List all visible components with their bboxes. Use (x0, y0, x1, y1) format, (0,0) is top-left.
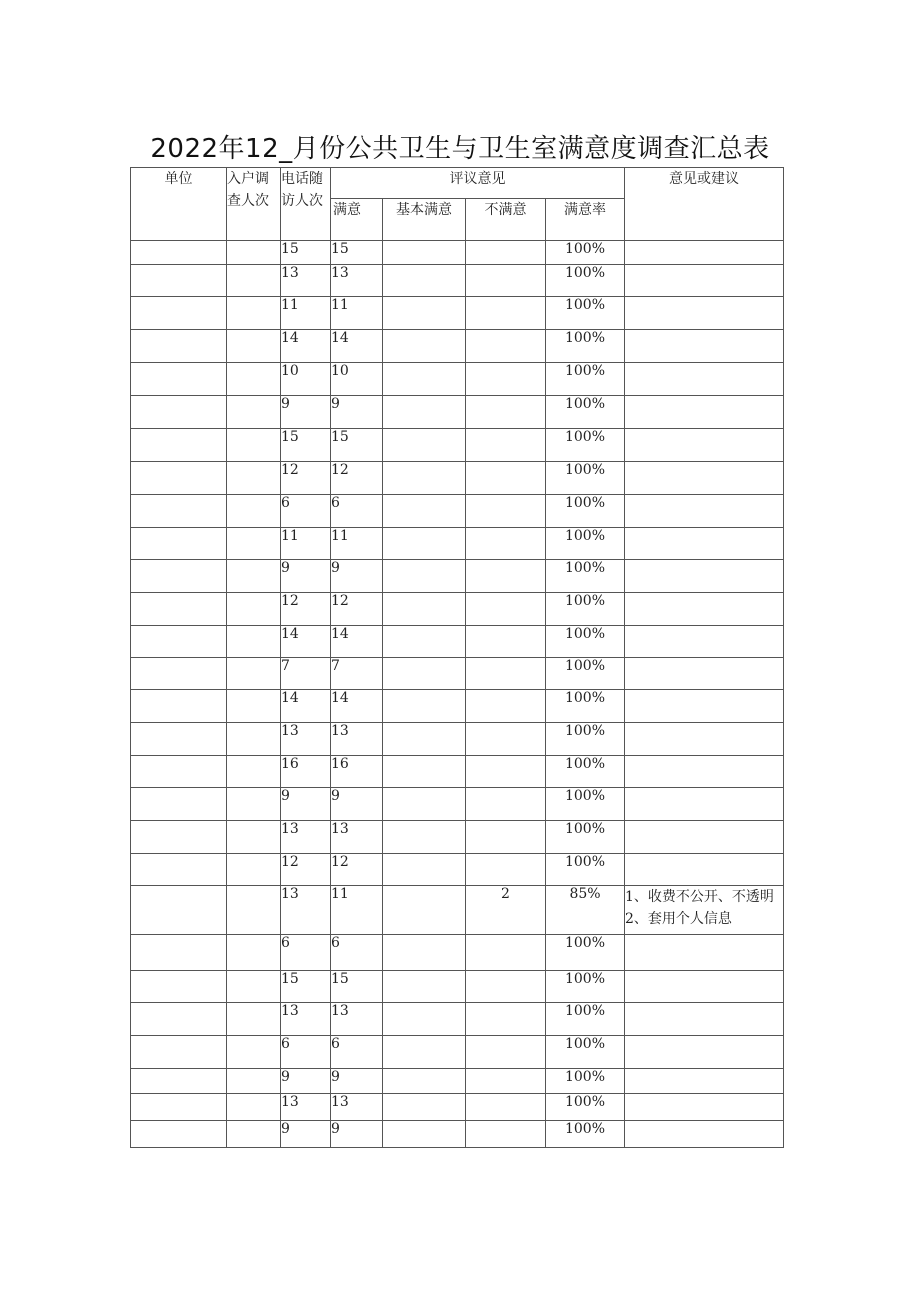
unit-cell (131, 363, 227, 396)
satisfaction-rate-cell: 100% (546, 297, 625, 330)
basic-satisfied-cell (383, 1094, 466, 1121)
satisfaction-rate-cell: 100% (546, 528, 625, 560)
phone-visit-cell: 14 (281, 330, 331, 363)
unsatisfied-cell (466, 495, 546, 528)
table-row (131, 363, 784, 396)
basic-satisfied-cell (383, 495, 466, 528)
unsatisfied-cell (466, 241, 546, 265)
home-visit-cell (227, 971, 281, 1003)
home-visit-cell (227, 1069, 281, 1094)
table-row (131, 723, 784, 756)
satisfied-cell: 6 (331, 495, 383, 528)
suggestion-cell (625, 971, 784, 1003)
home-visit-cell (227, 1003, 281, 1036)
satisfaction-rate-cell: 100% (546, 363, 625, 396)
table-row (131, 560, 784, 593)
phone-visit-cell: 9 (281, 1121, 331, 1148)
phone-visit-cell: 6 (281, 1036, 331, 1069)
home-visit-cell (227, 363, 281, 396)
unit-cell (131, 462, 227, 495)
satisfaction-rate-cell: 100% (546, 396, 625, 429)
table-row (131, 821, 784, 854)
phone-visit-cell: 12 (281, 593, 331, 626)
unit-cell (131, 788, 227, 821)
satisfaction-rate-cell: 100% (546, 756, 625, 788)
suggestion-cell (625, 854, 784, 886)
table-row (131, 593, 784, 626)
table-row (131, 886, 784, 935)
phone-visit-cell: 10 (281, 363, 331, 396)
suggestion-cell (625, 690, 784, 723)
header-evaluation: 评议意见 (331, 168, 625, 199)
satisfied-cell: 15 (331, 429, 383, 462)
satisfied-cell: 6 (331, 1036, 383, 1069)
phone-visit-cell: 7 (281, 658, 331, 690)
table-row (131, 658, 784, 690)
basic-satisfied-cell (383, 1036, 466, 1069)
survey-summary-table (130, 167, 784, 1148)
table-row (131, 297, 784, 330)
satisfaction-rate-cell: 100% (546, 788, 625, 821)
table-row (131, 690, 784, 723)
satisfied-cell: 11 (331, 297, 383, 330)
satisfaction-rate-cell: 100% (546, 265, 625, 297)
unit-cell (131, 560, 227, 593)
unsatisfied-cell (466, 363, 546, 396)
satisfaction-rate-cell: 100% (546, 330, 625, 363)
header-suggestions: 意见或建议 (625, 168, 784, 241)
satisfied-cell: 9 (331, 396, 383, 429)
suggestion-cell (625, 330, 784, 363)
basic-satisfied-cell (383, 723, 466, 756)
phone-visit-cell: 9 (281, 396, 331, 429)
basic-satisfied-cell (383, 971, 466, 1003)
unit-cell (131, 1094, 227, 1121)
basic-satisfied-cell (383, 1003, 466, 1036)
unit-cell (131, 1069, 227, 1094)
unit-cell (131, 626, 227, 658)
phone-visit-cell: 6 (281, 495, 331, 528)
table-row (131, 429, 784, 462)
unit-cell (131, 330, 227, 363)
satisfaction-rate-cell: 100% (546, 429, 625, 462)
unit-cell (131, 886, 227, 935)
unsatisfied-cell (466, 1094, 546, 1121)
basic-satisfied-cell (383, 626, 466, 658)
unit-cell (131, 528, 227, 560)
phone-visit-cell: 13 (281, 821, 331, 854)
phone-visit-cell: 15 (281, 971, 331, 1003)
satisfied-cell: 11 (331, 886, 383, 935)
satisfied-cell: 9 (331, 560, 383, 593)
unit-cell (131, 854, 227, 886)
suggestion-cell (625, 528, 784, 560)
table-row (131, 528, 784, 560)
suggestion-cell (625, 495, 784, 528)
satisfied-cell: 16 (331, 756, 383, 788)
phone-visit-cell: 15 (281, 429, 331, 462)
satisfaction-rate-cell: 100% (546, 1036, 625, 1069)
satisfied-cell: 13 (331, 821, 383, 854)
satisfied-cell: 13 (331, 265, 383, 297)
home-visit-cell (227, 396, 281, 429)
unit-cell (131, 658, 227, 690)
satisfied-cell: 6 (331, 935, 383, 971)
satisfied-cell: 13 (331, 1094, 383, 1121)
suggestion-line: 1、收费不公开、不透明 (625, 889, 774, 905)
home-visit-cell (227, 297, 281, 330)
basic-satisfied-cell (383, 297, 466, 330)
suggestion-cell (625, 363, 784, 396)
table-row (131, 756, 784, 788)
suggestion-cell (625, 1036, 784, 1069)
suggestion-cell (625, 756, 784, 788)
unit-cell (131, 821, 227, 854)
unsatisfied-cell (466, 723, 546, 756)
unsatisfied-cell (466, 935, 546, 971)
home-visit-cell (227, 1094, 281, 1121)
phone-visit-cell: 12 (281, 854, 331, 886)
satisfied-cell: 7 (331, 658, 383, 690)
table-row (131, 935, 784, 971)
unit-cell (131, 495, 227, 528)
table-row (131, 241, 784, 265)
unsatisfied-cell: 2 (466, 886, 546, 935)
suggestion-cell (625, 1121, 784, 1148)
satisfaction-rate-cell: 100% (546, 658, 625, 690)
suggestion-cell (625, 1069, 784, 1094)
satisfied-cell: 9 (331, 788, 383, 821)
home-visit-cell (227, 1036, 281, 1069)
home-visit-cell (227, 560, 281, 593)
unit-cell (131, 723, 227, 756)
basic-satisfied-cell (383, 330, 466, 363)
suggestion-cell (625, 560, 784, 593)
phone-visit-cell: 15 (281, 241, 331, 265)
satisfied-cell: 13 (331, 723, 383, 756)
home-visit-cell (227, 723, 281, 756)
unsatisfied-cell (466, 462, 546, 495)
suggestion-cell (625, 593, 784, 626)
basic-satisfied-cell (383, 1069, 466, 1094)
phone-visit-cell: 13 (281, 1003, 331, 1036)
phone-visit-cell: 11 (281, 528, 331, 560)
basic-satisfied-cell (383, 363, 466, 396)
phone-visit-cell: 11 (281, 297, 331, 330)
unsatisfied-cell (466, 1121, 546, 1148)
table-row (131, 1036, 784, 1069)
unit-cell (131, 935, 227, 971)
home-visit-cell (227, 429, 281, 462)
phone-visit-cell: 9 (281, 560, 331, 593)
unsatisfied-cell (466, 788, 546, 821)
satisfied-cell: 12 (331, 462, 383, 495)
unsatisfied-cell (466, 560, 546, 593)
unit-cell (131, 429, 227, 462)
phone-visit-cell: 16 (281, 756, 331, 788)
satisfaction-rate-cell: 100% (546, 690, 625, 723)
satisfied-cell: 13 (331, 1003, 383, 1036)
unsatisfied-cell (466, 429, 546, 462)
unsatisfied-cell (466, 265, 546, 297)
satisfaction-rate-cell: 100% (546, 560, 625, 593)
unit-cell (131, 265, 227, 297)
suggestion-cell (625, 886, 784, 935)
header-satisfaction-rate: 满意率 (546, 199, 625, 241)
home-visit-cell (227, 626, 281, 658)
table-row (131, 265, 784, 297)
phone-visit-cell: 6 (281, 935, 331, 971)
home-visit-cell (227, 593, 281, 626)
satisfaction-rate-cell: 100% (546, 723, 625, 756)
home-visit-cell (227, 462, 281, 495)
basic-satisfied-cell (383, 690, 466, 723)
phone-visit-cell: 12 (281, 462, 331, 495)
satisfied-cell: 9 (331, 1121, 383, 1148)
table-row (131, 330, 784, 363)
basic-satisfied-cell (383, 241, 466, 265)
unit-cell (131, 396, 227, 429)
unsatisfied-cell (466, 396, 546, 429)
basic-satisfied-cell (383, 886, 466, 935)
unsatisfied-cell (466, 690, 546, 723)
home-visit-cell (227, 935, 281, 971)
phone-visit-cell: 9 (281, 788, 331, 821)
phone-visit-cell: 13 (281, 723, 331, 756)
basic-satisfied-cell (383, 756, 466, 788)
satisfied-cell: 15 (331, 971, 383, 1003)
satisfaction-rate-cell: 100% (546, 821, 625, 854)
home-visit-cell (227, 330, 281, 363)
unit-cell (131, 690, 227, 723)
table-row (131, 1094, 784, 1121)
phone-visit-cell: 9 (281, 1069, 331, 1094)
basic-satisfied-cell (383, 462, 466, 495)
basic-satisfied-cell (383, 788, 466, 821)
satisfaction-rate-cell: 100% (546, 1094, 625, 1121)
suggestion-cell (625, 821, 784, 854)
satisfaction-rate-cell: 100% (546, 462, 625, 495)
suggestion-cell (625, 788, 784, 821)
phone-visit-cell: 13 (281, 886, 331, 935)
header-unsatisfied: 不满意 (466, 199, 546, 241)
unsatisfied-cell (466, 821, 546, 854)
unsatisfied-cell (466, 971, 546, 1003)
basic-satisfied-cell (383, 429, 466, 462)
unit-cell (131, 1036, 227, 1069)
basic-satisfied-cell (383, 560, 466, 593)
basic-satisfied-cell (383, 593, 466, 626)
unsatisfied-cell (466, 330, 546, 363)
unit-cell (131, 241, 227, 265)
home-visit-cell (227, 690, 281, 723)
basic-satisfied-cell (383, 528, 466, 560)
home-visit-cell (227, 658, 281, 690)
phone-visit-cell: 13 (281, 265, 331, 297)
unit-cell (131, 1121, 227, 1148)
satisfied-cell: 14 (331, 690, 383, 723)
satisfaction-rate-cell: 100% (546, 495, 625, 528)
suggestion-cell (625, 462, 784, 495)
suggestion-cell (625, 626, 784, 658)
suggestion-cell (625, 297, 784, 330)
header-basic-satisfied: 基本满意 (383, 199, 466, 241)
unsatisfied-cell (466, 854, 546, 886)
home-visit-cell (227, 886, 281, 935)
header-satisfied: 满意 (331, 199, 383, 241)
unit-cell (131, 593, 227, 626)
table-row (131, 495, 784, 528)
suggestion-cell (625, 396, 784, 429)
satisfaction-rate-cell: 100% (546, 971, 625, 1003)
home-visit-cell (227, 495, 281, 528)
home-visit-cell (227, 1121, 281, 1148)
satisfaction-rate-cell: 100% (546, 626, 625, 658)
basic-satisfied-cell (383, 821, 466, 854)
table-row (131, 1121, 784, 1148)
suggestion-cell (625, 935, 784, 971)
suggestion-cell (625, 1003, 784, 1036)
unit-cell (131, 971, 227, 1003)
unsatisfied-cell (466, 626, 546, 658)
satisfied-cell: 11 (331, 528, 383, 560)
suggestion-cell (625, 723, 784, 756)
basic-satisfied-cell (383, 1121, 466, 1148)
unit-cell (131, 756, 227, 788)
suggestion-cell (625, 241, 784, 265)
basic-satisfied-cell (383, 396, 466, 429)
home-visit-cell (227, 528, 281, 560)
satisfied-cell: 15 (331, 241, 383, 265)
table-row (131, 1003, 784, 1036)
satisfied-cell: 14 (331, 330, 383, 363)
unit-cell (131, 297, 227, 330)
satisfied-cell: 14 (331, 626, 383, 658)
home-visit-cell (227, 821, 281, 854)
basic-satisfied-cell (383, 935, 466, 971)
table-row (131, 396, 784, 429)
table-row (131, 971, 784, 1003)
basic-satisfied-cell (383, 265, 466, 297)
header-home-visit: 入户调查人次 (227, 168, 281, 241)
unsatisfied-cell (466, 1003, 546, 1036)
table-body (131, 241, 784, 1148)
home-visit-cell (227, 788, 281, 821)
suggestion-cell (625, 265, 784, 297)
unsatisfied-cell (466, 528, 546, 560)
satisfaction-rate-cell: 85% (546, 886, 625, 935)
unsatisfied-cell (466, 1069, 546, 1094)
home-visit-cell (227, 241, 281, 265)
satisfaction-rate-cell: 100% (546, 1121, 625, 1148)
satisfaction-rate-cell: 100% (546, 935, 625, 971)
table-row (131, 854, 784, 886)
satisfaction-rate-cell: 100% (546, 241, 625, 265)
satisfied-cell: 12 (331, 593, 383, 626)
satisfied-cell: 10 (331, 363, 383, 396)
satisfaction-rate-cell: 100% (546, 593, 625, 626)
phone-visit-cell: 13 (281, 1094, 331, 1121)
phone-visit-cell: 14 (281, 626, 331, 658)
page-title: 2022年12_月份公共卫生与卫生室满意度调查汇总表 (150, 134, 770, 164)
unsatisfied-cell (466, 297, 546, 330)
header-unit: 单位 (131, 168, 227, 241)
suggestion-cell (625, 429, 784, 462)
unit-cell (131, 1003, 227, 1036)
satisfied-cell: 9 (331, 1069, 383, 1094)
satisfaction-rate-cell: 100% (546, 1069, 625, 1094)
satisfaction-rate-cell: 100% (546, 1003, 625, 1036)
home-visit-cell (227, 756, 281, 788)
basic-satisfied-cell (383, 658, 466, 690)
home-visit-cell (227, 265, 281, 297)
suggestion-line: 2、套用个人信息 (625, 911, 732, 927)
table-row (131, 788, 784, 821)
satisfaction-rate-cell: 100% (546, 854, 625, 886)
table-row (131, 626, 784, 658)
basic-satisfied-cell (383, 854, 466, 886)
unsatisfied-cell (466, 593, 546, 626)
suggestion-cell (625, 658, 784, 690)
unsatisfied-cell (466, 756, 546, 788)
unsatisfied-cell (466, 1036, 546, 1069)
phone-visit-cell: 14 (281, 690, 331, 723)
suggestion-cell (625, 1094, 784, 1121)
header-phone-visit: 电话随访人次 (281, 168, 331, 241)
unsatisfied-cell (466, 658, 546, 690)
table-row (131, 462, 784, 495)
home-visit-cell (227, 854, 281, 886)
satisfied-cell: 12 (331, 854, 383, 886)
table-row (131, 1069, 784, 1094)
